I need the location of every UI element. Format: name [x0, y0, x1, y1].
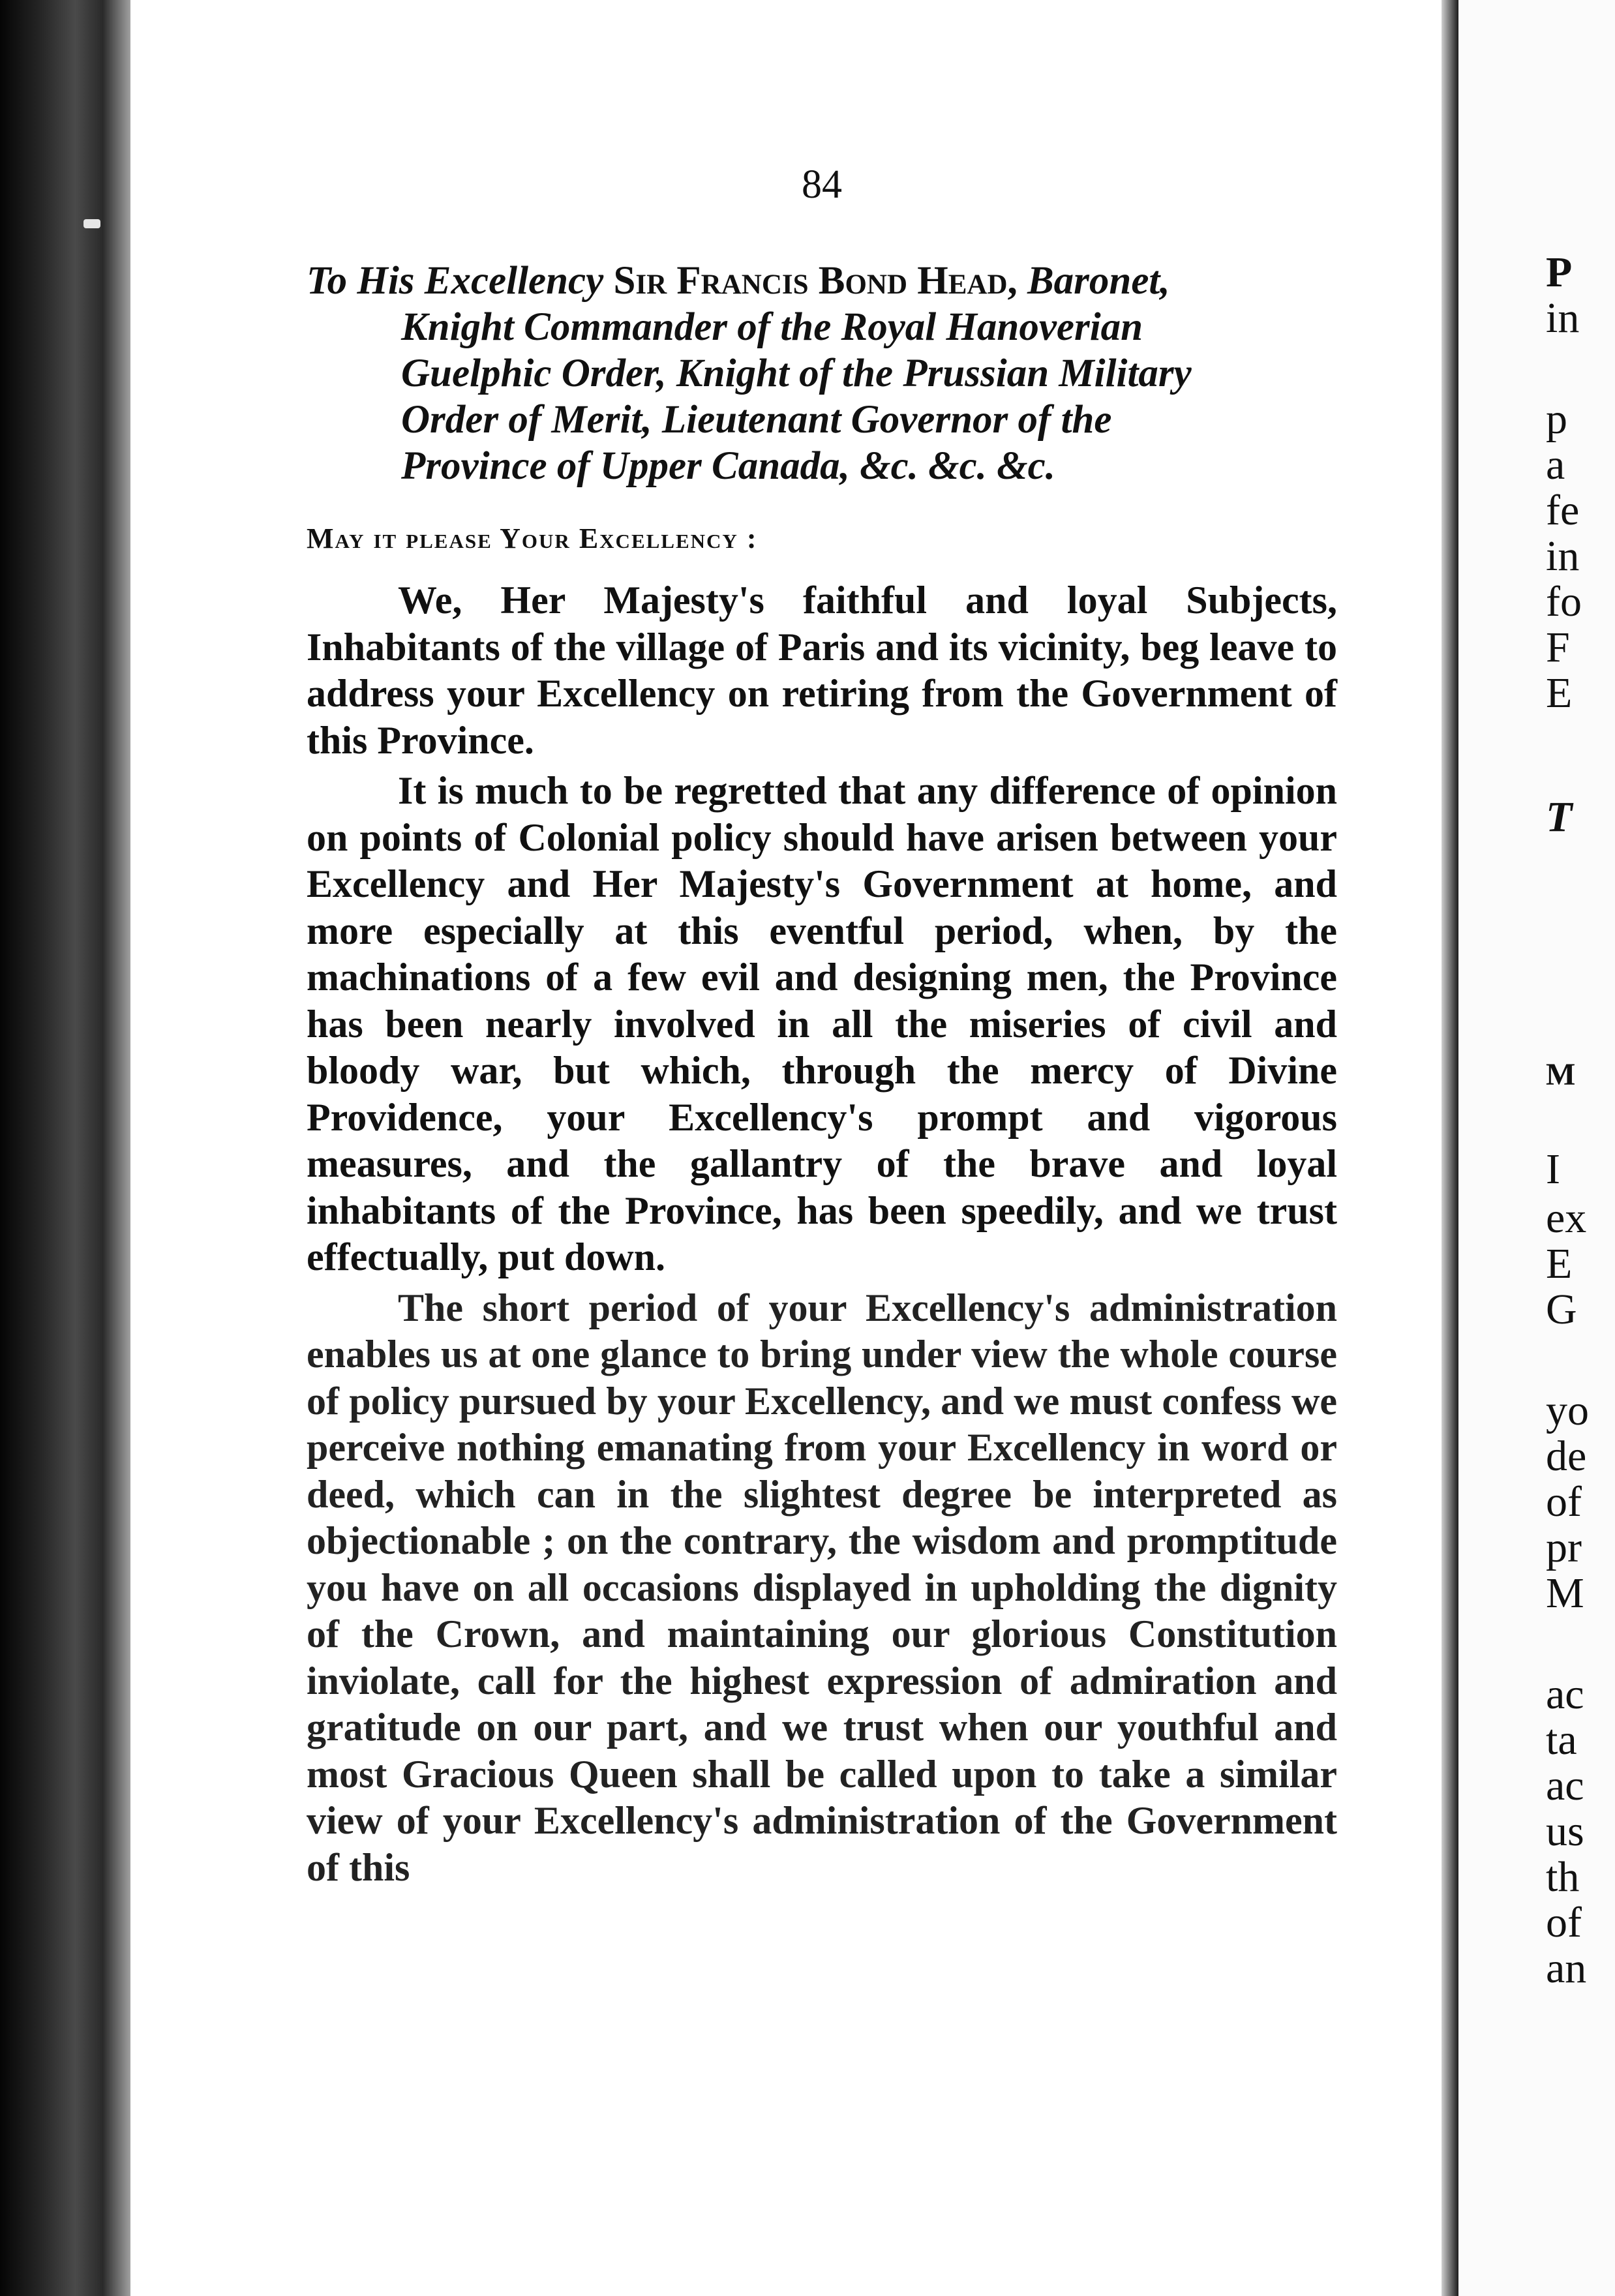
edge-line: G [1546, 1286, 1577, 1333]
addressee-line-2: Knight Commander of the Royal Hanoverian [401, 305, 1143, 349]
salutation: May it please Your Excellency : [307, 522, 758, 554]
paragraph: The short period of your Excellency's administration enables us at one glance to bring under view the whole course of policy pursued by your Excellency, and we must confess we perceive nothing emanating from your Excellency in word or deed, which can in the slightest degree be interpreted as objectionable ; on the contrary, the wisdom and promptitude you have on all occasions displayed in upholding the dignity of the Crown, and maintaining our glorious Constitution inviolate, call for the highest expression of admiration and gratitude on our part, and we trust when our youthful and most Gracious Queen shall be called upon to take a similar view of your Excellency's administration of the Government of this [307, 1286, 1337, 1889]
addressee-block [307, 258, 1337, 489]
edge-line: I [1546, 1145, 1560, 1193]
edge-line: of [1546, 1478, 1582, 1526]
edge-line: E [1546, 669, 1573, 717]
edge-line: pr [1546, 1524, 1582, 1571]
edge-line: F [1546, 624, 1570, 671]
edge-line: us [1546, 1807, 1584, 1855]
addressee-line-5: Province of Upper Canada, &c. &c. &c. [401, 444, 1055, 488]
edge-line: fo [1546, 578, 1582, 626]
addressee-title: Baronet, [1027, 259, 1170, 303]
edge-line: P [1546, 249, 1573, 296]
edge-line: an [1546, 1944, 1587, 1992]
paragraph: It is much to be regretted that any difference of opinion on points of Colonial policy should have arisen between your Excellency and Her Majesty's Government at home, and more especially at this eventful period, when, by the machinations of a few evil and designing men, the Province has been nearly involved in all the miseries of civil and bloody war, but which, through the mercy of Divine Providence, your Excellency's prompt and vigorous measures, and the gallantry of the brave and loyal inhabitants of the Province, has been speedily, and we trust effectually, put down. [307, 769, 1337, 1278]
spine-mark [83, 219, 100, 228]
edge-line: E [1546, 1240, 1573, 1288]
edge-line: fe [1546, 487, 1580, 534]
edge-line: ex [1546, 1194, 1587, 1242]
paragraph: We, Her Majesty's faithful and loyal Subjects, Inhabitants of the village of Paris and its vicinity, beg leave to address your Excellency on retiring from the Government of this Province. [307, 579, 1337, 762]
adjacent-page [1458, 0, 1615, 2296]
page-gutter [1441, 0, 1458, 2296]
addressee-line-1 [307, 258, 1337, 304]
edge-line: in [1546, 532, 1580, 580]
edge-line: M [1546, 1569, 1584, 1617]
addressee-name: Sir Francis Bond Head, [613, 259, 1018, 303]
edge-line: ta [1546, 1716, 1577, 1764]
edge-line: ac [1546, 1670, 1584, 1718]
edge-line: th [1546, 1853, 1580, 1901]
edge-line: in [1546, 294, 1580, 342]
letter-body [307, 577, 1337, 1895]
addressee-line-4: Order of Merit, Lieutenant Governor of the [401, 398, 1112, 442]
edge-line: ac [1546, 1762, 1584, 1809]
edge-line: de [1546, 1432, 1587, 1480]
addressee-lead: To His Excellency [307, 259, 604, 303]
addressee-line-3: Guelphic Order, Knight of the Prussian Military [401, 352, 1192, 395]
edge-line: yo [1546, 1387, 1589, 1434]
book-spine [0, 0, 137, 2296]
edge-line: p [1546, 395, 1567, 443]
edge-line: T [1546, 793, 1573, 841]
edge-line: of [1546, 1899, 1582, 1946]
page-number: 84 [802, 162, 842, 207]
edge-line: a [1546, 441, 1565, 489]
edge-line: M [1546, 1057, 1576, 1092]
